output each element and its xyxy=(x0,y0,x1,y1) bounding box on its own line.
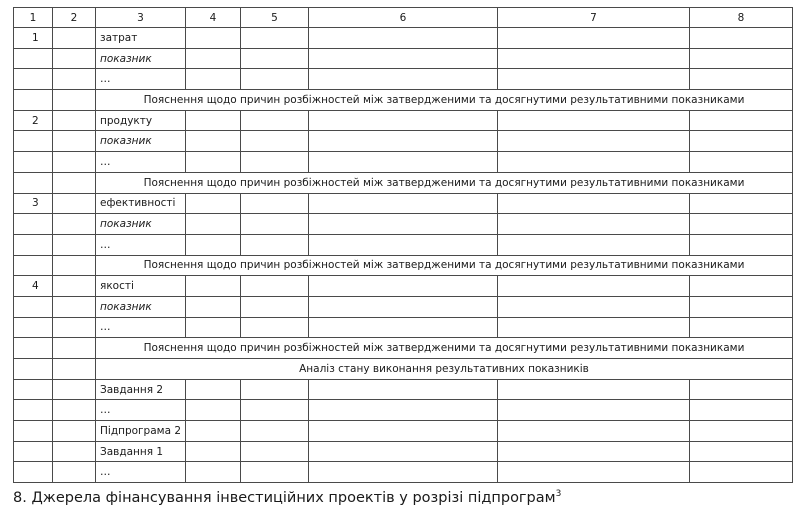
table-cell xyxy=(498,379,690,400)
row-number-cell xyxy=(14,400,53,421)
table-cell xyxy=(498,28,690,49)
header-cell: 6 xyxy=(309,8,498,28)
table-cell xyxy=(53,172,96,193)
table-cell xyxy=(241,421,309,442)
row-label-cell: показник xyxy=(96,48,186,69)
caption-text: 8. Джерела фінансування інвестиційних проектів у розрізі підпрограм xyxy=(13,489,556,506)
table-cell xyxy=(186,110,241,131)
table-cell xyxy=(53,234,96,255)
table-cell xyxy=(53,131,96,152)
table-row xyxy=(14,48,793,69)
table-cell xyxy=(309,131,498,152)
row-label-cell: … xyxy=(96,234,186,255)
table-cell xyxy=(186,276,241,297)
table-cell xyxy=(241,110,309,131)
row-label-cell: показник xyxy=(96,296,186,317)
table-cell xyxy=(53,441,96,462)
row-label-cell: … xyxy=(96,462,186,483)
table-cell xyxy=(498,462,690,483)
table-cell xyxy=(53,152,96,173)
table-cell xyxy=(53,193,96,214)
row-number-cell xyxy=(14,421,53,442)
table-cell xyxy=(186,193,241,214)
table-row xyxy=(14,462,793,483)
table-cell xyxy=(186,462,241,483)
table-cell xyxy=(309,69,498,90)
header-cell: 3 xyxy=(96,8,186,28)
table-cell xyxy=(241,296,309,317)
table-row xyxy=(14,400,793,421)
table-cell xyxy=(690,296,793,317)
explanation-cell: Пояснення щодо причин розбіжностей між затвердженими та досягнутими результативними показниками xyxy=(96,90,793,111)
table-row xyxy=(14,296,793,317)
row-label-cell: Завдання 2 xyxy=(96,379,186,400)
table-cell xyxy=(241,379,309,400)
table-cell xyxy=(241,131,309,152)
table-cell xyxy=(309,317,498,338)
table-cell xyxy=(309,400,498,421)
table-cell xyxy=(241,276,309,297)
row-number-cell xyxy=(14,234,53,255)
row-label-cell: … xyxy=(96,152,186,173)
table-row xyxy=(14,69,793,90)
table-cell xyxy=(309,379,498,400)
table-cell xyxy=(690,234,793,255)
table-cell xyxy=(309,441,498,462)
table-cell xyxy=(498,296,690,317)
table-cell xyxy=(14,338,53,359)
table-row xyxy=(14,234,793,255)
table-row xyxy=(14,214,793,235)
table-cell xyxy=(498,214,690,235)
table-cell xyxy=(690,131,793,152)
table-cell xyxy=(690,276,793,297)
table-row xyxy=(14,110,793,131)
table-cell xyxy=(309,28,498,49)
table-cell xyxy=(309,462,498,483)
row-label-cell: якості xyxy=(96,276,186,297)
explanation-cell: Пояснення щодо причин розбіжностей між затвердженими та досягнутими результативними показниками xyxy=(96,255,793,276)
table-cell xyxy=(53,296,96,317)
table-cell xyxy=(186,28,241,49)
header-cell: 1 xyxy=(14,8,53,28)
table-cell xyxy=(690,421,793,442)
table-cell xyxy=(186,48,241,69)
table-cell xyxy=(309,296,498,317)
table-cell xyxy=(241,193,309,214)
table-row xyxy=(14,276,793,297)
table-cell xyxy=(14,90,53,111)
table-cell xyxy=(498,69,690,90)
table-cell xyxy=(14,255,53,276)
table-cell xyxy=(186,296,241,317)
table-cell xyxy=(690,48,793,69)
table-cell xyxy=(309,234,498,255)
table-cell xyxy=(690,400,793,421)
table-cell xyxy=(498,48,690,69)
table-cell xyxy=(53,317,96,338)
indicators-table xyxy=(13,7,793,483)
table-cell xyxy=(690,69,793,90)
row-number-cell xyxy=(14,317,53,338)
table-cell xyxy=(53,214,96,235)
table-cell xyxy=(186,69,241,90)
table-cell xyxy=(53,421,96,442)
table-row xyxy=(14,359,793,380)
table-cell xyxy=(53,28,96,49)
explanation-cell: Аналіз стану виконання результативних показників xyxy=(96,359,793,380)
table-row xyxy=(14,338,793,359)
table-cell xyxy=(186,379,241,400)
row-label-cell: показник xyxy=(96,131,186,152)
row-number-cell xyxy=(14,69,53,90)
row-label-cell: показник xyxy=(96,214,186,235)
row-number-cell: 2 xyxy=(14,110,53,131)
row-number-cell xyxy=(14,214,53,235)
table-cell xyxy=(186,152,241,173)
table-cell xyxy=(241,234,309,255)
table-row xyxy=(14,131,793,152)
table-row xyxy=(14,255,793,276)
table-cell xyxy=(14,172,53,193)
table-cell xyxy=(53,338,96,359)
table-cell xyxy=(186,441,241,462)
table-cell xyxy=(186,317,241,338)
row-label-cell: … xyxy=(96,317,186,338)
row-number-cell xyxy=(14,131,53,152)
table-cell xyxy=(53,69,96,90)
explanation-cell: Пояснення щодо причин розбіжностей між затвердженими та досягнутими результативними показниками xyxy=(96,338,793,359)
table-cell xyxy=(498,400,690,421)
row-number-cell: 3 xyxy=(14,193,53,214)
table-cell xyxy=(53,90,96,111)
header-cell: 5 xyxy=(241,8,309,28)
header-cell: 7 xyxy=(498,8,690,28)
table-cell xyxy=(186,214,241,235)
table-cell xyxy=(309,276,498,297)
table-cell xyxy=(498,234,690,255)
table-cell xyxy=(186,421,241,442)
table-cell xyxy=(498,441,690,462)
row-number-cell xyxy=(14,152,53,173)
table-cell xyxy=(309,193,498,214)
table-cell xyxy=(241,28,309,49)
table-cell xyxy=(690,110,793,131)
table-cell xyxy=(309,110,498,131)
table-cell xyxy=(309,48,498,69)
table-cell xyxy=(241,317,309,338)
table-cell xyxy=(498,276,690,297)
table-row xyxy=(14,28,793,49)
table-cell xyxy=(498,193,690,214)
table-cell xyxy=(690,317,793,338)
row-label-cell: ефективності xyxy=(96,193,186,214)
table-cell xyxy=(53,276,96,297)
table-row xyxy=(14,90,793,111)
row-label-cell: Підпрограма 2 xyxy=(96,421,186,442)
table-cell xyxy=(241,400,309,421)
row-label-cell: продукту xyxy=(96,110,186,131)
row-number-cell xyxy=(14,296,53,317)
row-label-cell: … xyxy=(96,69,186,90)
table-row xyxy=(14,441,793,462)
table-row xyxy=(14,379,793,400)
table-cell xyxy=(186,400,241,421)
table-cell xyxy=(53,379,96,400)
header-cell: 2 xyxy=(53,8,96,28)
table-cell xyxy=(53,462,96,483)
table-cell xyxy=(53,48,96,69)
row-label-cell: … xyxy=(96,400,186,421)
table-cell xyxy=(690,193,793,214)
table-cell xyxy=(186,234,241,255)
table-row xyxy=(14,421,793,442)
row-number-cell xyxy=(14,441,53,462)
table-cell xyxy=(498,131,690,152)
table-cell xyxy=(690,28,793,49)
table-cell xyxy=(690,441,793,462)
table-row xyxy=(14,152,793,173)
table-row xyxy=(14,193,793,214)
table-cell xyxy=(309,421,498,442)
table-cell xyxy=(241,214,309,235)
row-number-cell xyxy=(14,379,53,400)
table-cell xyxy=(53,359,96,380)
table-cell xyxy=(186,131,241,152)
header-cell: 8 xyxy=(690,8,793,28)
table-cell xyxy=(498,317,690,338)
table-cell xyxy=(309,152,498,173)
caption-footnote-mark: 3 xyxy=(555,489,562,499)
table-cell xyxy=(241,441,309,462)
section-caption xyxy=(13,489,561,506)
table-cell xyxy=(498,110,690,131)
row-number-cell xyxy=(14,48,53,69)
header-row xyxy=(14,8,793,28)
row-label-cell: Завдання 1 xyxy=(96,441,186,462)
table-cell xyxy=(498,421,690,442)
table-cell xyxy=(53,110,96,131)
table-cell xyxy=(241,69,309,90)
table-cell xyxy=(53,400,96,421)
header-cell: 4 xyxy=(186,8,241,28)
row-label-cell: затрат xyxy=(96,28,186,49)
table-cell xyxy=(690,379,793,400)
explanation-cell: Пояснення щодо причин розбіжностей між затвердженими та досягнутими результативними показниками xyxy=(96,172,793,193)
row-number-cell: 4 xyxy=(14,276,53,297)
table-cell xyxy=(241,462,309,483)
table-cell xyxy=(14,359,53,380)
table-cell xyxy=(498,152,690,173)
table-row xyxy=(14,317,793,338)
row-number-cell: 1 xyxy=(14,28,53,49)
table-cell xyxy=(690,462,793,483)
table-cell xyxy=(309,214,498,235)
table-row xyxy=(14,172,793,193)
table-cell xyxy=(690,214,793,235)
table-cell xyxy=(241,48,309,69)
row-number-cell xyxy=(14,462,53,483)
table-cell xyxy=(53,255,96,276)
table-cell xyxy=(690,152,793,173)
table-cell xyxy=(241,152,309,173)
